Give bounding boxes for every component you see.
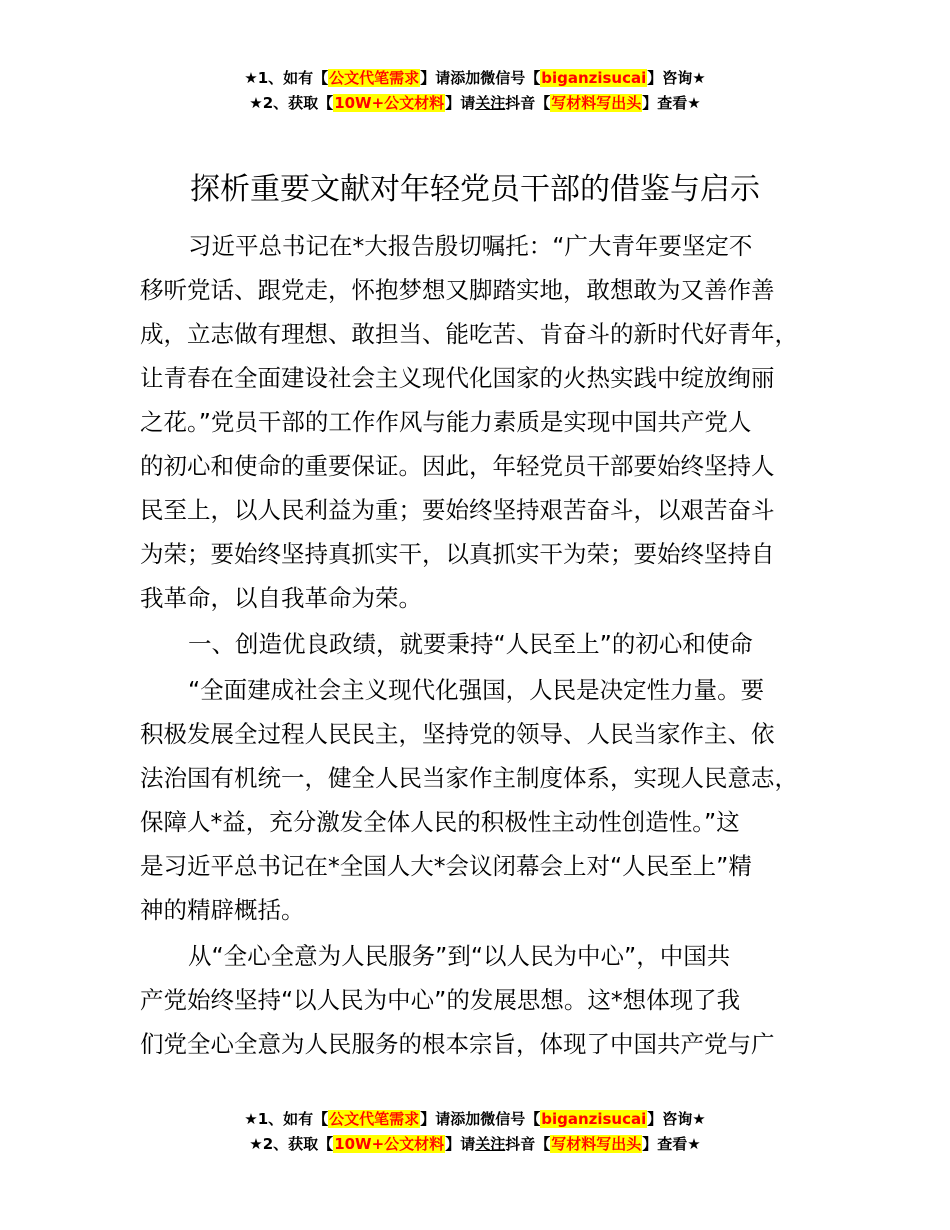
- text-line: 民至上，以人民利益为重；要始终坚持艰苦奋斗，以艰苦奋斗: [140, 496, 775, 524]
- banner-text: 】咨询★: [647, 69, 706, 87]
- text-line: 之花。”党员干部的工作作风与能力素质是实现中国共产党人: [140, 408, 752, 436]
- banner-highlight-wechat-id: biganzisucai: [541, 1110, 647, 1128]
- text-line: 习近平总书记在*大报告殷切嘱托：“广大青年要坚定不: [188, 232, 753, 260]
- text-line: 保障人*益，充分激发全体人民的积极性主动性创造性。”这: [140, 808, 740, 836]
- banner-text: 抖音【: [505, 94, 551, 112]
- document-body: [140, 224, 830, 1066]
- banner-highlight-writing-service: 公文代笔需求: [329, 69, 420, 87]
- footer-banner: [0, 1107, 950, 1157]
- banner-text: 】请: [445, 94, 476, 112]
- banner-highlight-wechat-id: biganzisucai: [541, 69, 647, 87]
- banner-underlined-follow: 关注: [475, 1135, 506, 1153]
- banner-text: ★2、获取【: [249, 1135, 334, 1153]
- banner-text: 抖音【: [505, 1135, 551, 1153]
- banner-highlight-materials: 10W+公文材料: [334, 94, 445, 112]
- text-line: 们党全心全意为人民服务的根本宗旨，体现了中国共产党与广: [140, 1030, 775, 1058]
- banner-text: ★1、如有【: [244, 69, 329, 87]
- text-line: 从“全心全意为人民服务”到“以人民为中心”，中国共: [188, 942, 731, 970]
- banner-text: ★1、如有【: [244, 1110, 329, 1128]
- banner-highlight-douyin-account: 写材料写出头: [551, 94, 642, 112]
- header-banner: [0, 66, 950, 116]
- paragraph-intro: [140, 224, 830, 620]
- banner-underlined-follow: 关注: [475, 94, 506, 112]
- paragraph-quote: [140, 668, 830, 932]
- text-line: 神的精辟概括。: [140, 896, 305, 924]
- banner-line-2: [0, 91, 950, 116]
- banner-highlight-writing-service: 公文代笔需求: [329, 1110, 420, 1128]
- text-line: 我革命，以自我革命为荣。: [140, 584, 422, 612]
- paragraph-people-centered: [140, 934, 830, 1066]
- section-heading-1: [140, 622, 830, 666]
- text-line: 为荣；要始终坚持真抓实干，以真抓实干为荣；要始终坚持自: [140, 540, 775, 568]
- text-line: 成，立志做有理想、敢担当、能吃苦、肯奋斗的新时代好青年，: [140, 320, 798, 348]
- text-line: 积极发展全过程人民民主，坚持党的领导、人民当家作主、依: [140, 720, 775, 748]
- banner-line-1: [0, 66, 950, 91]
- banner-text: 】查看★: [642, 1135, 701, 1153]
- text-line: 的初心和使命的重要保证。因此，年轻党员干部要始终坚持人: [140, 452, 775, 480]
- text-line: 让青春在全面建设社会主义现代化国家的火热实践中绽放绚丽: [140, 364, 775, 392]
- banner-text: 】请添加微信号【: [420, 69, 541, 87]
- text-line: 一、创造优良政绩，就要秉持“人民至上”的初心和使命: [188, 630, 753, 658]
- text-line: 是习近平总书记在*全国人大*会议闭幕会上对“人民至上”精: [140, 852, 752, 880]
- banner-line-2: [0, 1132, 950, 1157]
- banner-text: ★2、获取【: [249, 94, 334, 112]
- banner-line-1: [0, 1107, 950, 1132]
- text-line: “全面建成社会主义现代化强国，人民是决定性力量。要: [188, 676, 765, 704]
- text-line: 移听党话、跟党走，怀抱梦想又脚踏实地，敢想敢为又善作善: [140, 276, 775, 304]
- banner-text: 】查看★: [642, 94, 701, 112]
- banner-text: 】咨询★: [647, 1110, 706, 1128]
- banner-text: 】请: [445, 1135, 476, 1153]
- text-line: 法治国有机统一，健全人民当家作主制度体系，实现人民意志，: [140, 764, 798, 792]
- banner-highlight-douyin-account: 写材料写出头: [551, 1135, 642, 1153]
- banner-highlight-materials: 10W+公文材料: [334, 1135, 445, 1153]
- banner-text: 】请添加微信号【: [420, 1110, 541, 1128]
- document-title: 探析重要文献对年轻党员干部的借鉴与启示: [190, 172, 760, 207]
- text-line: 产党始终坚持“以人民为中心”的发展思想。这*想体现了我: [140, 986, 741, 1014]
